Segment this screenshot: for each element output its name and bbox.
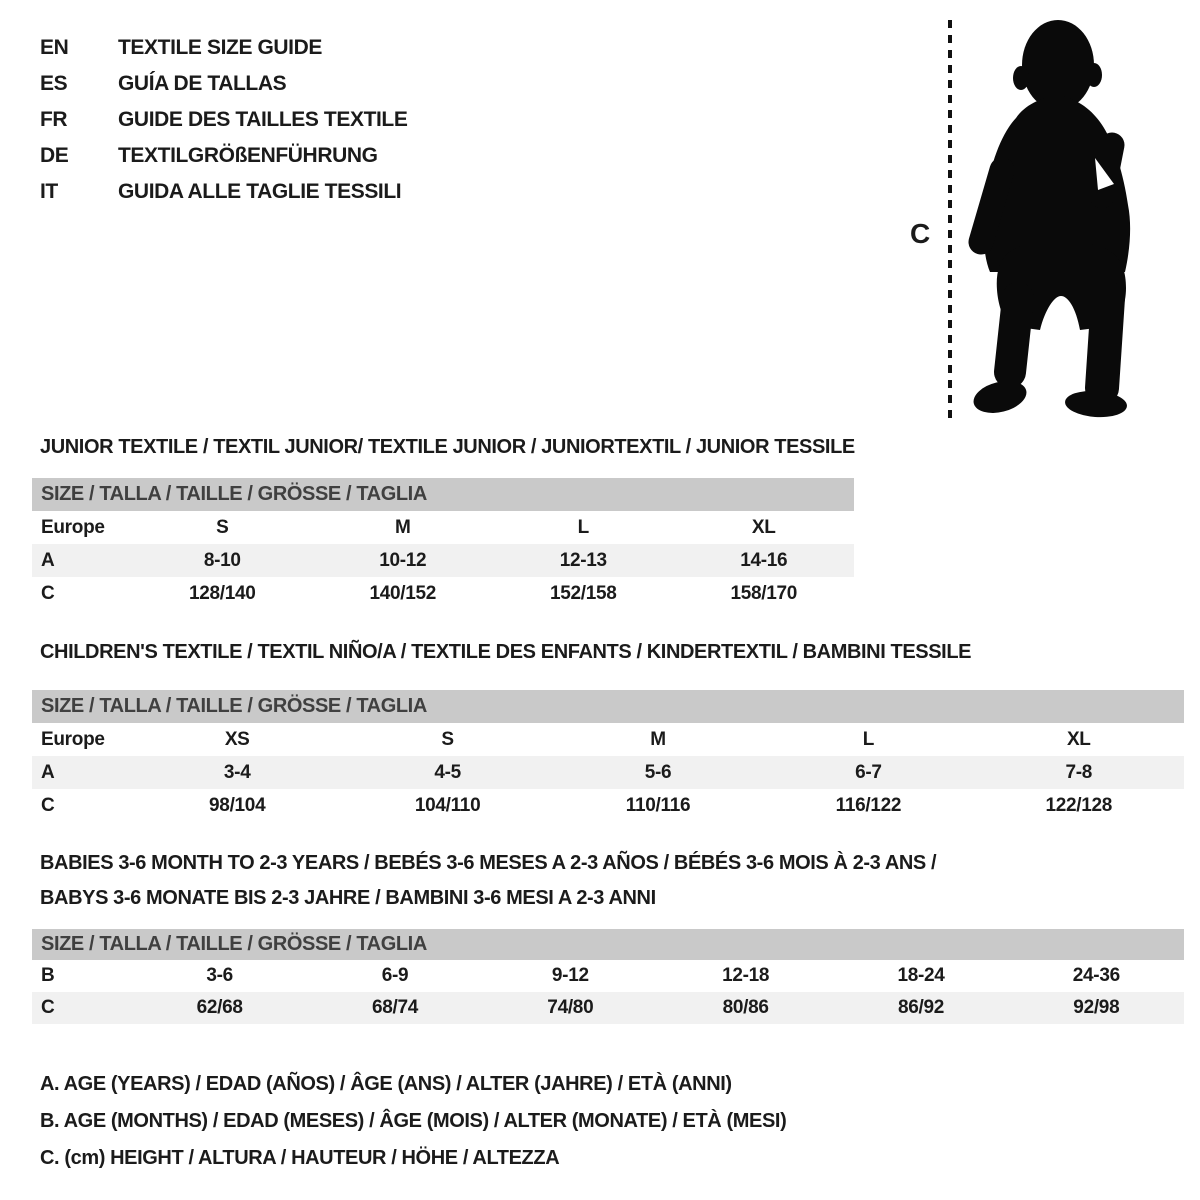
table-cell: 68/74 xyxy=(371,997,419,1018)
table-cell: 3-4 xyxy=(223,761,251,783)
language-code: EN xyxy=(40,36,69,59)
guide-title-en: TEXTILE SIZE GUIDE xyxy=(118,36,322,59)
table-cell: 62/68 xyxy=(196,997,243,1018)
table-cell: 4-5 xyxy=(434,761,461,783)
table-cell: 18-24 xyxy=(897,965,945,986)
size-header-bar: SIZE / TALLA / TAILLE / GRÖSSE / TAGLIA xyxy=(32,478,854,511)
table-cell: 86/92 xyxy=(897,997,945,1018)
children-section-heading: CHILDREN'S TEXTILE / TEXTIL NIÑO/A / TEXTILE DES ENFANTS / KINDERTEXTIL / BAMBINI TESSILE xyxy=(40,641,972,663)
column-header: XS xyxy=(224,728,250,750)
guide-title-it: GUIDA ALLE TAGLIE TESSILI xyxy=(118,180,402,203)
column-header: M xyxy=(650,728,666,750)
height-measure-label: C xyxy=(910,218,931,249)
language-title-list xyxy=(40,30,407,210)
column-header: XL xyxy=(1066,728,1091,750)
toddler-height-figure xyxy=(890,0,1160,430)
guide-title-de: TEXTILGRÖßENFÜHRUNG xyxy=(118,144,378,167)
table-cell: 80/86 xyxy=(722,997,769,1018)
babies-size-table xyxy=(32,929,1184,1024)
guide-title-fr: GUIDE DES TAILLES TEXTILE xyxy=(118,108,408,131)
region-label: Europe xyxy=(41,728,105,750)
table-cell: 10-12 xyxy=(379,549,427,571)
table-cell: 122/128 xyxy=(1045,794,1113,816)
language-row-en xyxy=(40,30,407,66)
table-header-row xyxy=(32,723,1184,756)
table-row-height xyxy=(32,577,854,610)
column-header: L xyxy=(577,516,589,538)
column-header: L xyxy=(862,728,875,750)
table-cell: 116/122 xyxy=(835,794,902,816)
table-row-age xyxy=(32,756,1184,789)
table-cell: 14-16 xyxy=(740,549,788,571)
row-label: C xyxy=(41,997,55,1018)
table-row-height xyxy=(32,992,1184,1024)
language-code: DE xyxy=(40,144,69,167)
table-header-row xyxy=(32,511,854,544)
row-label: A xyxy=(41,761,55,783)
guide-title-es: GUÍA DE TALLAS xyxy=(118,72,287,95)
size-header-bar: SIZE / TALLA / TAILLE / GRÖSSE / TAGLIA xyxy=(32,690,1184,723)
table-cell: 7-8 xyxy=(1065,761,1093,783)
children-size-table xyxy=(32,690,1184,822)
table-row-age xyxy=(32,544,854,577)
table-cell: 3-6 xyxy=(206,965,233,986)
row-label: B xyxy=(41,965,55,986)
legend-line-age-years: A. AGE (YEARS) / EDAD (AÑOS) / ÂGE (ANS) / ALTER (JAHRE) / ETÀ (ANNI) xyxy=(40,1073,732,1095)
language-row-es xyxy=(40,66,407,102)
table-cell: 12-18 xyxy=(722,965,770,986)
table-cell: 110/116 xyxy=(625,794,691,816)
column-header: S xyxy=(441,728,454,750)
row-label: A xyxy=(41,549,55,571)
table-cell: 9-12 xyxy=(551,965,589,986)
language-code: FR xyxy=(40,108,68,131)
language-code: ES xyxy=(40,72,68,95)
region-label: Europe xyxy=(41,516,105,538)
measurement-legend xyxy=(40,1066,786,1177)
table-cell: 152/158 xyxy=(549,582,617,604)
table-cell: 8-10 xyxy=(203,549,241,571)
table-cell: 5-6 xyxy=(644,761,672,783)
table-cell: 92/98 xyxy=(1073,997,1120,1018)
table-row-height xyxy=(32,789,1184,822)
column-header: S xyxy=(216,516,229,538)
legend-line-height: C. (cm) HEIGHT / ALTURA / HAUTEUR / HÖHE / ALTEZZA xyxy=(40,1147,560,1169)
table-row-months xyxy=(32,960,1184,992)
table-cell: 12-13 xyxy=(559,549,607,571)
legend-line-age-months: B. AGE (MONTHS) / EDAD (MESES) / ÂGE (MOIS) / ALTER (MONATE) / ETÀ (MESI) xyxy=(40,1110,787,1132)
table-cell: 140/152 xyxy=(369,582,437,604)
table-cell: 128/140 xyxy=(188,582,256,604)
column-header: M xyxy=(394,516,411,538)
size-header-bar: SIZE / TALLA / TAILLE / GRÖSSE / TAGLIA xyxy=(32,929,1184,960)
table-cell: 24-36 xyxy=(1072,965,1120,986)
table-cell: 6-7 xyxy=(855,761,882,783)
table-cell: 74/80 xyxy=(547,997,594,1018)
junior-section-heading: JUNIOR TEXTILE / TEXTIL JUNIOR/ TEXTILE JUNIOR / JUNIORTEXTIL / JUNIOR TESSILE xyxy=(40,436,855,458)
language-row-de xyxy=(40,138,407,174)
row-label: C xyxy=(41,794,55,816)
language-row-fr xyxy=(40,102,407,138)
junior-size-table xyxy=(32,478,854,610)
babies-heading-line2: BABYS 3-6 MONATE BIS 2-3 JAHRE / BAMBINI 3-6 MESI A 2-3 ANNI xyxy=(40,887,656,909)
toddler-silhouette-icon xyxy=(970,20,1130,419)
babies-section-heading xyxy=(40,846,936,916)
language-code: IT xyxy=(40,180,58,203)
row-label: C xyxy=(41,582,55,604)
table-cell: 98/104 xyxy=(209,794,266,816)
column-header: XL xyxy=(751,516,776,538)
language-row-it xyxy=(40,174,407,210)
table-cell: 6-9 xyxy=(381,965,409,986)
babies-heading-line1: BABIES 3-6 MONTH TO 2-3 YEARS / BEBÉS 3-6 MESES A 2-3 AÑOS / BÉBÉS 3-6 MOIS À 2-3 ANS / xyxy=(40,852,937,874)
table-cell: 104/110 xyxy=(414,794,481,816)
table-cell: 158/170 xyxy=(730,582,798,604)
